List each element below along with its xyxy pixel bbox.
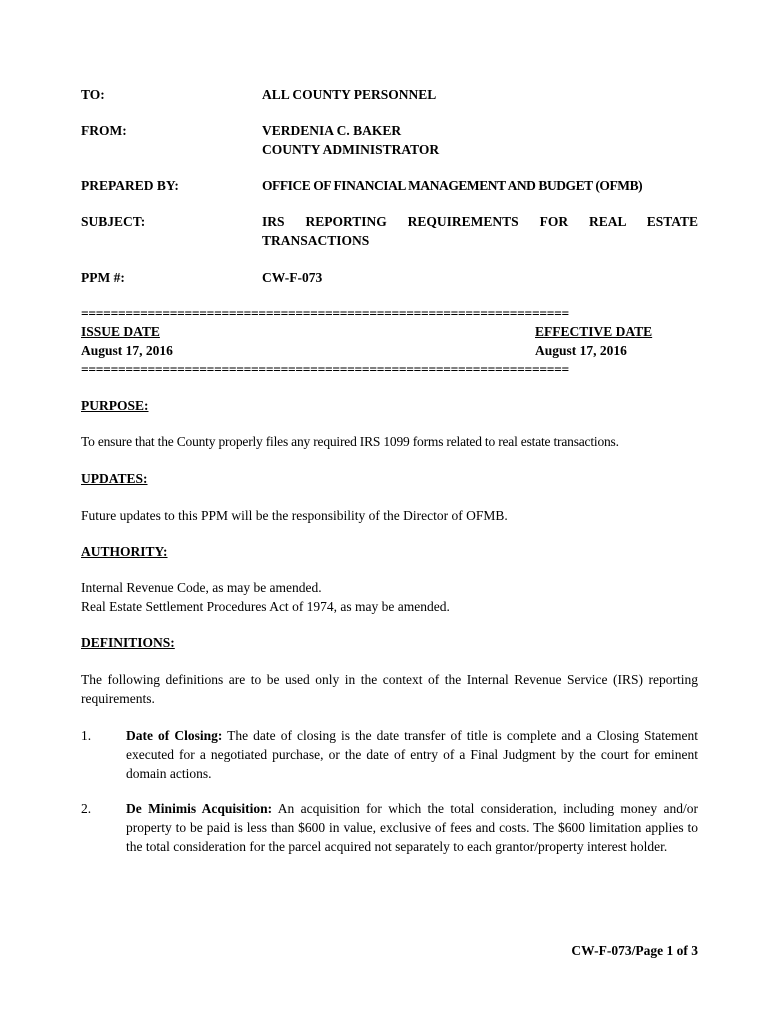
effective-date-label: EFFECTIVE DATE xyxy=(535,324,653,339)
subject-line-2: TRANSACTIONS xyxy=(262,233,370,248)
purpose-text: To ensure that the County properly files any required IRS 1099 forms related to real estate transactions. xyxy=(81,434,619,449)
definition-number-2: 2. xyxy=(81,801,92,816)
effective-date-value: August 17, 2016 xyxy=(535,343,627,358)
definition-item-1 xyxy=(126,726,698,783)
from-name: VERDENIA C. BAKER xyxy=(262,123,402,138)
subject-label: SUBJECT: xyxy=(81,214,146,229)
effective-date-block xyxy=(535,322,652,360)
definition-text-1: The date of closing is the date transfer of title is complete and a Closing Statement executed for a negotiated purchase, or the date of entry of a Final Judgment by the court for eminent domain actions. xyxy=(126,728,698,781)
to-label: TO: xyxy=(81,87,105,102)
authority-line-1: Internal Revenue Code, as may be amended. xyxy=(81,580,322,595)
to-value: ALL COUNTY PERSONNEL xyxy=(262,87,437,102)
definition-number-1: 1. xyxy=(81,728,92,743)
divider-rule-bottom: ================================================================== xyxy=(81,362,569,377)
page-footer: CW-F-073/Page 1 of 3 xyxy=(571,943,698,958)
from-title: COUNTY ADMINISTRATOR xyxy=(262,142,440,157)
authority-text xyxy=(81,578,698,616)
definition-item-2 xyxy=(126,799,698,856)
prepared-by-value: OFFICE OF FINANCIAL MANAGEMENT AND BUDGET (OFMB) xyxy=(262,178,643,193)
purpose-heading: PURPOSE: xyxy=(81,398,149,413)
updates-heading: UPDATES: xyxy=(81,471,148,486)
definitions-heading: DEFINITIONS: xyxy=(81,635,175,650)
subject-line-1: IRS REPORTING REQUIREMENTS FOR REAL ESTATE xyxy=(262,214,698,229)
prepared-by-label: PREPARED BY: xyxy=(81,178,179,193)
definition-term-1: Date of Closing: xyxy=(126,728,223,743)
from-value xyxy=(262,121,698,159)
divider-rule-top: ================================================================== xyxy=(81,306,569,321)
definition-text-2: An acquisition for which the total consideration, including money and/or property to be paid is less than $600 in value, exclusive of fees and costs. The $600 limitation applies to the total consideration for the parcel acquired not separately to each grantor/property interest holder. xyxy=(126,801,698,854)
updates-text: Future updates to this PPM will be the responsibility of the Director of OFMB. xyxy=(81,508,508,523)
issue-date-label: ISSUE DATE xyxy=(81,324,160,339)
subject-value xyxy=(262,212,698,250)
issue-date-value: August 17, 2016 xyxy=(81,343,173,358)
authority-line-2: Real Estate Settlement Procedures Act of 1974, as may be amended. xyxy=(81,599,450,614)
definition-term-2: De Minimis Acquisition: xyxy=(126,801,273,816)
ppm-value: CW-F-073 xyxy=(262,270,323,285)
from-label: FROM: xyxy=(81,123,127,138)
ppm-label: PPM #: xyxy=(81,270,125,285)
authority-heading: AUTHORITY: xyxy=(81,544,168,559)
issue-date-block xyxy=(81,322,173,360)
definitions-intro: The following definitions are to be used only in the context of the Internal Revenue Service (IRS) reporting requirements. xyxy=(81,672,698,706)
